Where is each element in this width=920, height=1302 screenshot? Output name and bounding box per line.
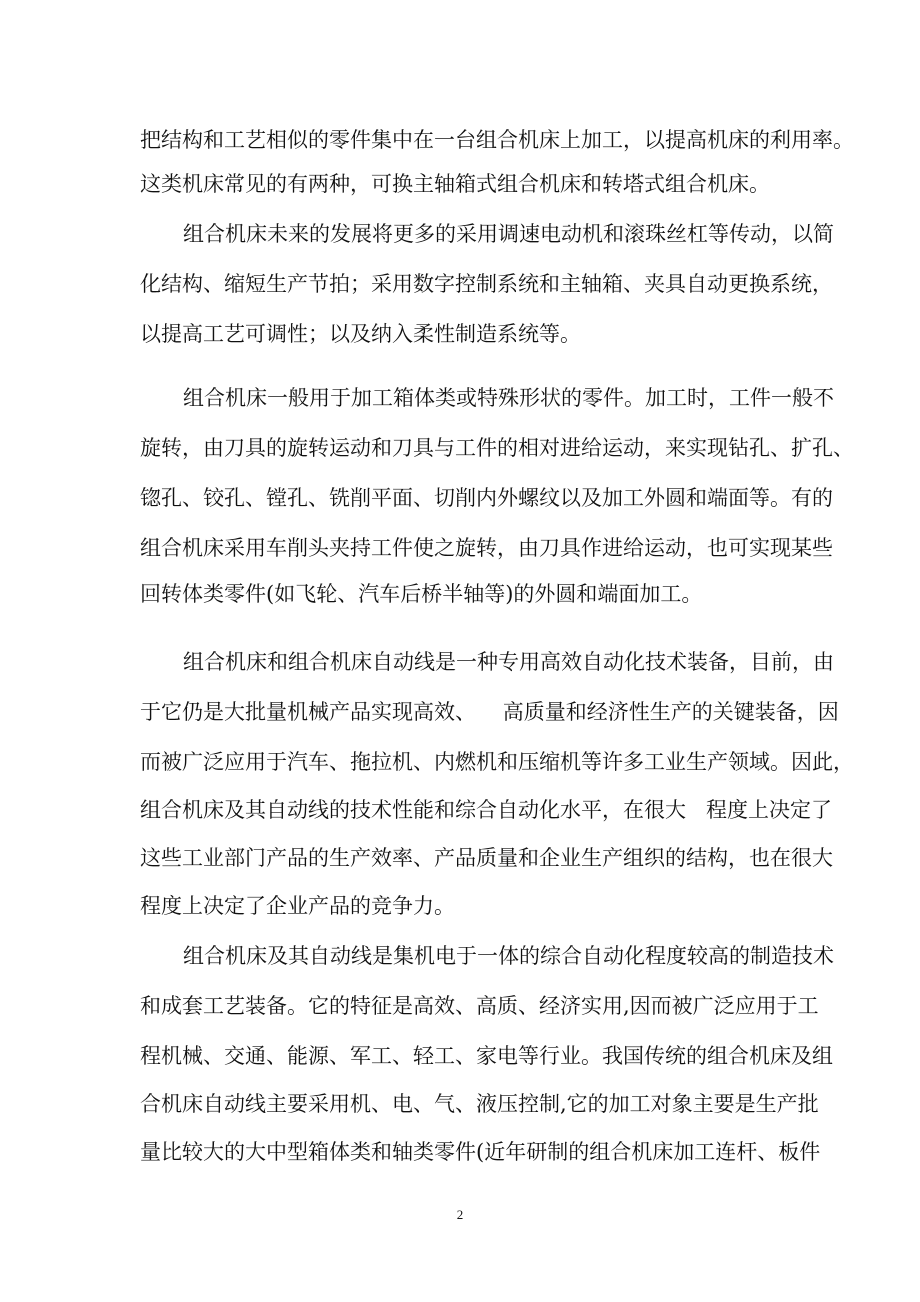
paragraph-4-line-2: 于它仍是大批量机械产品实现高效、 高质量和经济性生产的关键装备，因 bbox=[140, 700, 839, 724]
paragraph-4-line-3: 而被广泛应用于汽车、拖拉机、内燃机和压缩机等许多工业生产领域。因此， bbox=[140, 750, 854, 774]
paragraph-4-line-5: 这些工业部门产品的生产效率、产品质量和企业生产组织的结构，也在很大 bbox=[140, 846, 833, 870]
paragraph-4-line-6: 程度上决定了企业产品的竞争力。 bbox=[140, 894, 455, 918]
paragraph-3-line-2: 旋转，由刀具的旋转运动和刀具与工件的相对进给运动，来实现钻孔、扩孔、 bbox=[140, 436, 854, 460]
paragraph-5-line-2: 和成套工艺装备。它的特征是高效、高质、经济实用,因而被广泛应用于工 bbox=[140, 994, 819, 1018]
paragraph-2-line-1: 组合机床未来的发展将更多的采用调速电动机和滚珠丝杠等传动，以简 bbox=[183, 222, 834, 246]
paragraph-5-line-4: 合机床自动线主要采用机、电、气、液压控制,它的加工对象主要是生产批 bbox=[140, 1092, 819, 1116]
paragraph-5-line-5: 量比较大的大中型箱体类和轴类零件(近年研制的组合机床加工连杆、板件 bbox=[140, 1140, 821, 1164]
paragraph-5-line-3: 程机械、交通、能源、军工、轻工、家电等行业。我国传统的组合机床及组 bbox=[140, 1044, 833, 1068]
paragraph-5-line-1: 组合机床及其自动线是集机电于一体的综合自动化程度较高的制造技术 bbox=[183, 944, 834, 968]
page-number: 2 bbox=[456, 1207, 464, 1222]
paragraph-1-line-2: 这类机床常见的有两种，可换主轴箱式组合机床和转塔式组合机床。 bbox=[140, 172, 770, 196]
paragraph-1-line-1: 把结构和工艺相似的零件集中在一台组合机床上加工，以提高机床的利用率。 bbox=[140, 128, 854, 152]
paragraph-2-line-3: 以提高工艺可调性；以及纳入柔性制造系统等。 bbox=[140, 322, 581, 346]
paragraph-3-line-1: 组合机床一般用于加工箱体类或特殊形状的零件。加工时，工件一般不 bbox=[183, 386, 834, 410]
paragraph-4-line-4: 组合机床及其自动线的技术性能和综合自动化水平，在很大 程度上决定了 bbox=[140, 798, 833, 822]
paragraph-3-line-5: 回转体类零件(如飞轮、汽车后桥半轴等)的外圆和端面加工。 bbox=[140, 582, 703, 606]
paragraph-3-line-4: 组合机床采用车削头夹持工件使之旋转，由刀具作进给运动，也可实现某些 bbox=[140, 536, 833, 560]
paragraph-2-line-2: 化结构、缩短生产节拍；采用数字控制系统和主轴箱、夹具自动更换系统， bbox=[140, 272, 833, 296]
paragraph-4-line-1: 组合机床和组合机床自动线是一种专用高效自动化技术装备，目前，由 bbox=[183, 650, 834, 674]
paragraph-3-line-3: 锪孔、铰孔、镗孔、铣削平面、切削内外螺纹以及加工外圆和端面等。有的 bbox=[140, 486, 833, 510]
